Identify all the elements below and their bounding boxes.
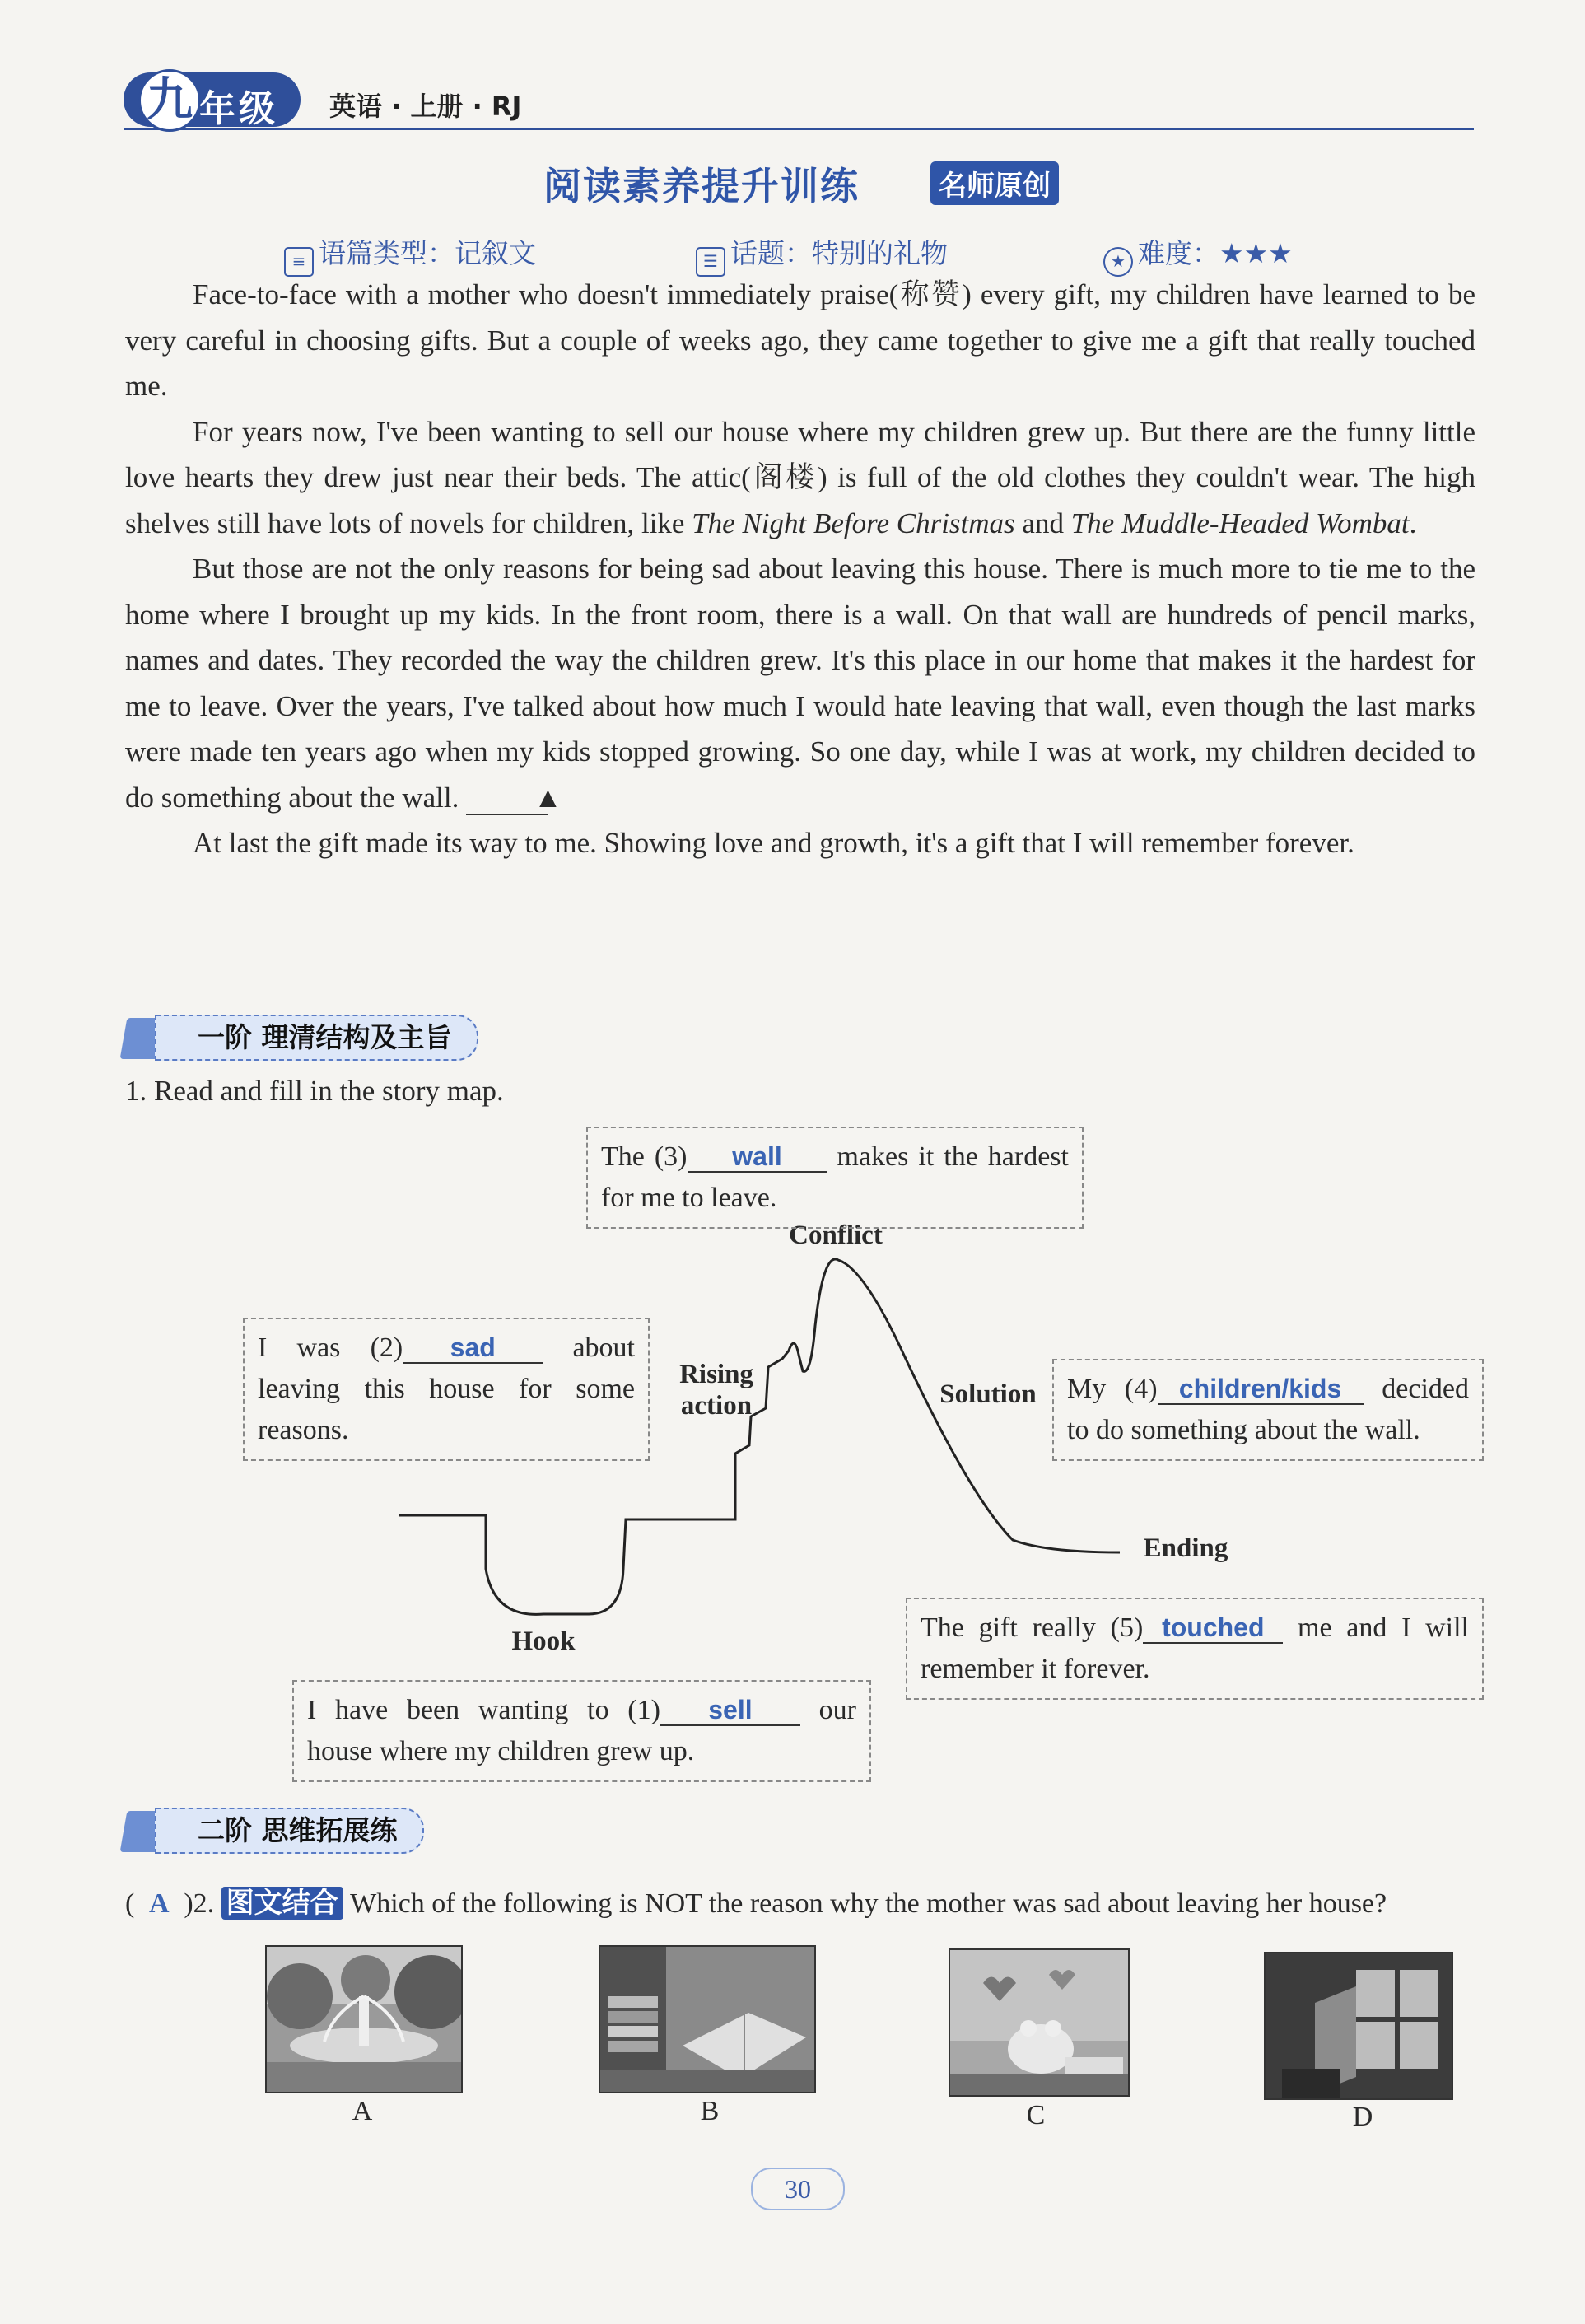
fountain-garden-image [265,1945,463,2093]
hook-box: I have been wanting to (1) sell our house where my children grew up. [292,1680,871,1782]
book-icon: ≡ [284,247,314,277]
book-subtitle: 英语 · 上册 · RJ [329,91,522,122]
label-hook: Hook [511,1626,576,1656]
passage-blank: ▲ [466,782,548,815]
label-solution: Solution [939,1379,1037,1409]
paragraph-4: At last the gift made its way to me. Showing love and growth, it's a gift that I will remember forever. [193,827,1354,859]
answer-4: children/kids [1158,1374,1364,1405]
option-label-a: A [352,2096,373,2126]
option-label-c: C [1026,2100,1046,2130]
answer-5: touched [1143,1612,1283,1644]
answer-3: wall [688,1141,827,1173]
answer-q2: A [149,1888,170,1919]
option-label-d: D [1352,2102,1373,2132]
page-number: 30 [751,2168,845,2210]
chat-icon: ☰ [696,247,725,277]
star-badge-icon: ★ [1103,247,1133,277]
title-tag: 名师原创 [930,161,1059,205]
love-hearts-drawing-image [949,1948,1130,2097]
paragraph-3: But those are not the only reasons for being sad about leaving this house. There is much more to tie me to the home where I brought up my kids. In the front room, there is a wall. On that wall are hundreds of pencil marks, names and dates. They recorded the way the children grew. It's this place in our home that makes it the hardest for me to leave. Over the years, I've talked about how much I would hate leaving that wall, even though the last marks were made ten years ago when my kids stopped growing. So one day, while I was at work, my children decided to do something about the wall. ▲ [125,553,1475,814]
question-1: 1. Read and fill in the story map. [125,1075,504,1107]
rising-action-box: I was (2) sad about leaving this house for some reasons. [243,1318,650,1461]
question-2: ( A )2. 图文结合 Which of the following is NOT the reason why the mother was sad about leaving her house? [125,1887,1387,1920]
label-ending: Ending [1143,1533,1228,1563]
label-rising-action: Rising action [679,1360,753,1421]
grade-label: 年级 [199,89,278,129]
answer-2: sad [403,1332,543,1364]
book-title-1: The Night Before Christmas [692,506,1015,539]
solution-box: My (4) children/kids decided to do something about the wall. [1052,1359,1484,1461]
option-label-b: B [700,2096,720,2126]
ending-box: The gift really (5) touched me and I will remember it forever. [906,1598,1484,1700]
difficulty-info: ★ 难度：★★★ [1103,232,1293,277]
page-title: 阅读素养提升训练 [543,164,860,208]
label-conflict: Conflict [789,1220,883,1250]
paragraph-2: For years now, I've been wanting to sell our house where my children grew up. But there are the funny little love hearts they drew just near their beds. The attic(阁楼) is full of the old clothes they couldn't wear. The high shelves still have lots of novels for children, like The Night Before Christmas and The Muddle-Headed Wombat. [125,415,1475,539]
paragraph-1: Face-to-face with a mother who doesn't immediately praise(称赞) every gift, my children have learned to be very careful in choosing gifts. But a couple of weeks ago, they came together to give me a gift that really touched me. [125,278,1475,402]
answer-1: sell [660,1695,800,1726]
conflict-box: The (3) wall makes it the hardest for me to leave. [586,1127,1084,1229]
book-title-2: The Muddle-Headed Wombat [1070,506,1410,539]
bookshelf-novels-image [599,1945,816,2093]
question-tag: 图文结合 [221,1887,343,1920]
genre-info: ≡ 语篇类型：记叙文 [284,232,536,277]
wall-window-image [1264,1952,1453,2100]
grade-char: 九 [138,69,201,132]
topic-info: ☰ 话题：特别的礼物 [696,232,948,277]
